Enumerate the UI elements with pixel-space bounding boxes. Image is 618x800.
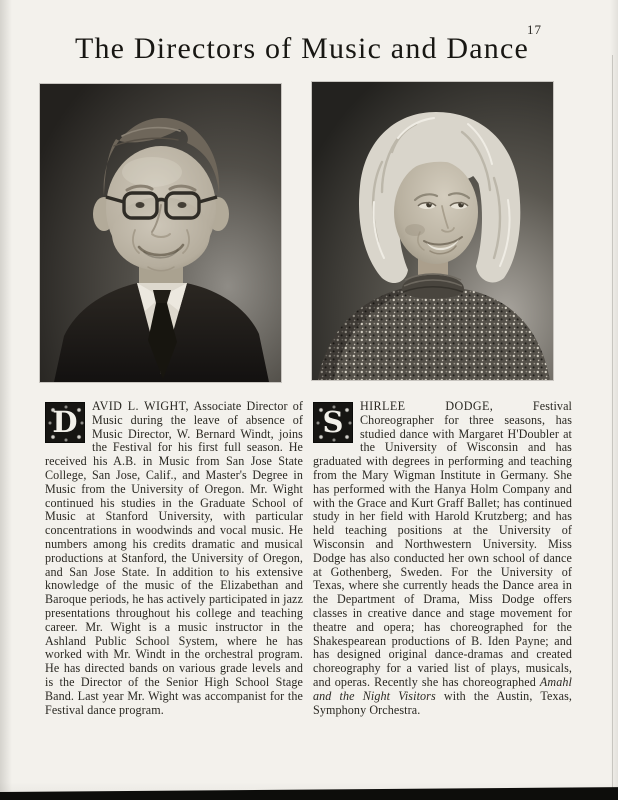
page-number: 17 xyxy=(527,22,542,37)
work-title-amahl: Amahl and the Night Visitors xyxy=(313,674,572,703)
portrait-photo-dodge xyxy=(312,82,553,380)
portrait-photo-wight xyxy=(40,84,281,382)
bio-dodge-lead: HIRLEE DODGE, xyxy=(360,399,494,413)
bio-dodge xyxy=(313,400,572,717)
bio-wight-lead: AVID L. WIGHT, xyxy=(92,399,189,413)
portrait-wight-illustration xyxy=(40,84,281,382)
drop-cap-s: S xyxy=(313,402,353,443)
bio-dodge-paragraph xyxy=(313,400,572,717)
bio-wight xyxy=(45,400,303,717)
portrait-dodge-illustration xyxy=(312,82,553,380)
bio-wight-paragraph xyxy=(45,400,303,717)
bio-wight-text: Associate Director of Music during the leave of absence of Music Director, W. Bernard Windt, joins the Festival for his first full season. He received his A.B. in Music from San Jose State College, San Jose, Calif., and Master's Degree in Music from the University of Oregon. Mr. Wight continued his studies in the Graduate School of Music at Stanford University, with particular concentrations in woodwinds and vocal music. He numbers among his credits dramatic and musical productions at Stanford, the University of Oregon, and San Jose State. In addition to his extensive knowledge of the music of the Elizabethan and Baroque periods, he has actively participated in jazz presentations throughout his college and teaching career. Mr. Wight is a music instructor in the Ashland Public School System, where he has worked with Mr. Windt in the orchestral program. He has directed bands on various grade levels and is the Director of the Senior High School Stage Band. Last year Mr. Wight was accompanist for the Festival dance program. xyxy=(45,399,303,717)
scan-bottom-bar xyxy=(0,787,618,800)
page-title: The Directors of Music and Dance xyxy=(74,32,530,65)
bio-dodge-text-after: with the Austin, Texas, Symphony Orchestra. xyxy=(313,688,572,717)
page-edge-line xyxy=(612,55,613,800)
drop-cap-d: D xyxy=(45,402,85,443)
bio-dodge-text-before: Festival Choreographer for three seasons, has studied dance with Margaret H'Doubler at the University of Wisconsin and has graduated with degrees in performing and teaching from the Mary Wigman Institute in Germany. She has performed with the Hanya Holm Company and with the Grace and Kurt Graff Ballet; has continued study in her field with Harold Krutzberg; and has held teaching positions at the University of Wisconsin and Northwestern University. Miss Dodge has also conducted her own school of dance at Gothenberg, Sweden. For the University of Texas, where she currently heads the Dance area in the Department of Drama, Miss Dodge offers classes in creative dance and stage movement for theatre and opera; has choreographed for the Shakespearean productions of B. Iden Payne; and has designed original dance-dramas and created choreography for a varied list of plays, musicals, and operas. Recently she has choreographed xyxy=(313,399,572,689)
